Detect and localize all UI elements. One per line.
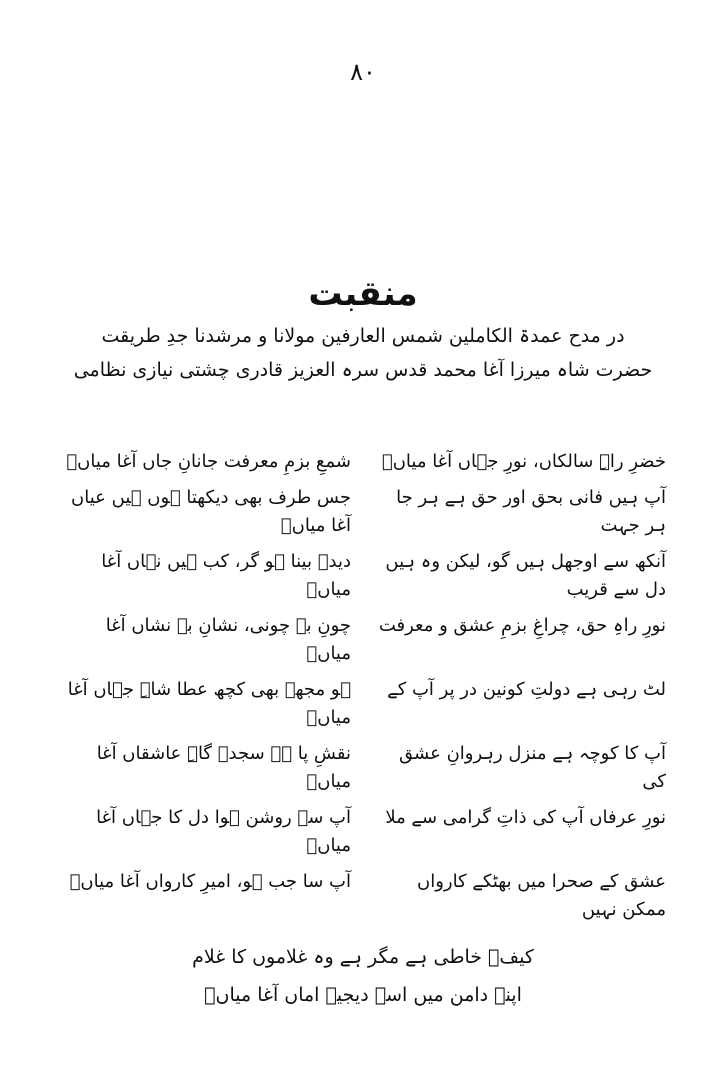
couplet (60, 676, 666, 732)
first-hemistich: نورِ راہِ حق، چراغِ بزمِ عشق و معرفت (378, 615, 666, 636)
final-couplet (60, 942, 666, 1010)
couplet (60, 740, 666, 796)
couplet (60, 484, 666, 540)
first-hemistich: خضرِ راہِ سالکاں، نورِ جہاں آغا میاںؒ (381, 451, 666, 472)
subtitle-line-2: حضرت شاہ میرزا آغا محمد قدس سرہ العزیز قادری چشتی نیازی نظامی (73, 359, 653, 381)
page-number: ۸۰ (350, 58, 376, 86)
poem-couplets (60, 448, 666, 1010)
second-hemistich: شمعِ بزمِ معرفت جانانِ جاں آغا میاںؒ (66, 451, 351, 472)
couplet (60, 868, 666, 924)
second-hemistich: جس طرف بھی دیکھتا ہوں ہیں عیاں آغا میاںؒ (71, 487, 351, 536)
first-hemistich: آپ ہیں فانی بحق اور حق ہے ہر جا ہر جہت (396, 487, 666, 536)
couplet (60, 548, 666, 604)
final-couplet-line-2: اپنے دامن میں اسے دیجیے اماں آغا میاںؒ (204, 984, 522, 1006)
poem-header (0, 272, 726, 384)
first-hemistich: آنکھ سے اوجھل ہیں گو، لیکن وہ ہیں دل سے قریب (385, 551, 666, 600)
first-hemistich: نورِ عرفاں آپ کی ذاتِ گرامی سے ملا (385, 807, 666, 828)
couplet (60, 804, 666, 860)
couplet (60, 612, 666, 668)
poem-title: منقبت (308, 274, 418, 314)
first-hemistich: لٹ رہی ہے دولتِ کونین در پر آپ کے (387, 679, 666, 700)
second-hemistich: دیدۂ بینا ہو گر، کب ہیں نہاں آغا میاںؒ (101, 551, 351, 600)
second-hemistich: ہو مجھے بھی کچھ عطا شاہِ جہاں آغا میاںؒ (67, 679, 351, 728)
first-hemistich: عشق کے صحرا میں بھٹکے کارواں ممکن نہیں (416, 871, 666, 920)
second-hemistich: آپ سے روشن ہوا دل کا جہاں آغا میاںؒ (96, 807, 351, 856)
first-hemistich: آپ کا کوچہ ہے منزل رہروانِ عشق کی (399, 743, 666, 792)
second-hemistich: نقشِ پا ہے سجدہ گاہِ عاشقاں آغا میاںؒ (96, 743, 351, 792)
second-hemistich: آپ سا جب ہو، امیرِ کارواں آغا میاںؒ (69, 871, 351, 892)
final-couplet-line-1: کیفؔ خاطی ہے مگر ہے وہ غلاموں کا غلام (192, 946, 534, 968)
couplet (60, 448, 666, 476)
second-hemistich: چونِ بے چونی، نشانِ بے نشاں آغا میاںؒ (105, 615, 351, 664)
subtitle-line-1: در مدح عمدۃ الکاملین شمس العارفین مولانا و مرشدنا جدِ طریقت (101, 325, 625, 347)
